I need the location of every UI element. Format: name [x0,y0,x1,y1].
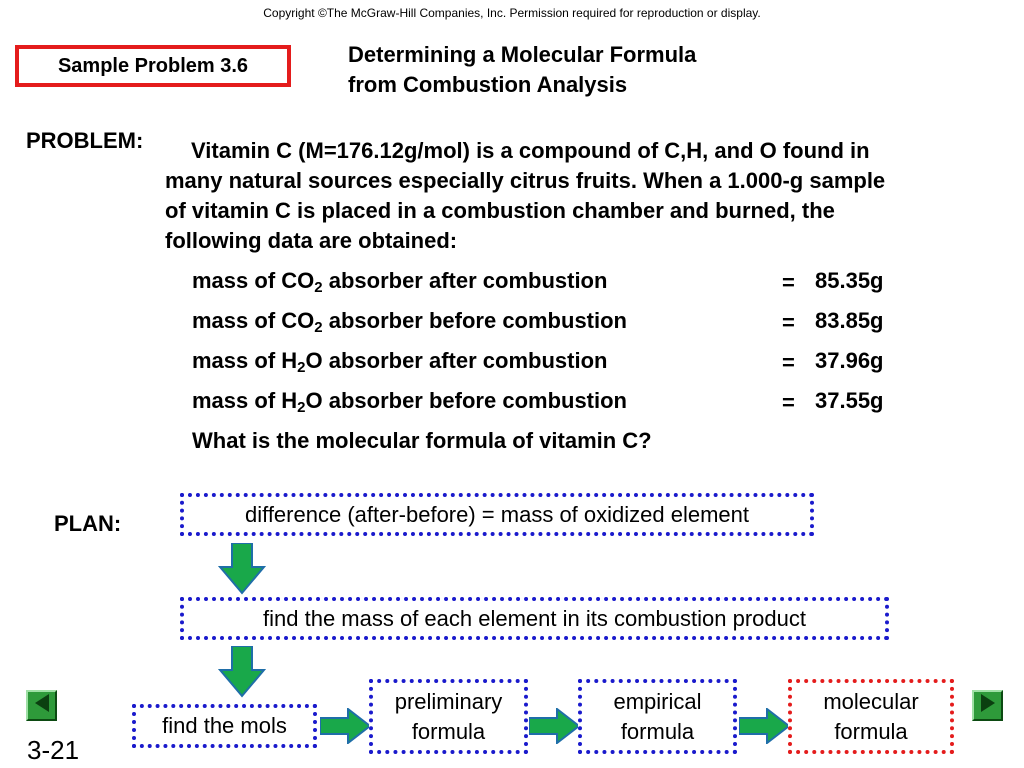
sample-problem-badge: Sample Problem 3.6 [15,45,291,87]
problem-line: Vitamin C (M=176.12g/mol) is a compound of C,H, and O found in [191,138,870,163]
equals-sign: = [782,390,795,415]
equals-sign: = [782,350,795,375]
down-arrow-icon [218,646,266,698]
data-description: mass of $CO_2$ absorber after combustion [192,268,608,296]
problem-statement [165,136,1015,256]
equals-sign: = [782,310,795,335]
plan-step-mass-difference: difference (after-before) = mass of oxidized element [180,493,814,536]
data-row-co2-after [192,268,912,298]
previous-slide-button[interactable] [26,690,57,721]
data-value: 37.55g [815,388,884,413]
slide-number: 3-21 [27,735,80,765]
plan-step-element-mass: find the mass of each element in its combustion product [180,597,889,640]
right-arrow-icon [529,708,581,744]
slide-title-line2: from Combustion Analysis [348,72,628,97]
problem-label: PROBLEM: [26,128,144,153]
plan-step-find-mols: find the mols [132,704,317,748]
plan-step-empirical-formula: empirical formula [578,679,737,754]
next-slide-button[interactable] [972,690,1003,721]
previous-slide-icon [33,693,51,718]
problem-line: of vitamin C is placed in a combustion chamber and burned, the [165,198,835,223]
copyright-notice: Copyright ©The McGraw-Hill Companies, Inc. Permission required for reproduction or display. [263,6,761,20]
slide-title [348,40,696,100]
data-value: 85.35g [815,268,884,293]
plan-step-preliminary-formula: preliminary formula [369,679,528,754]
data-value: 83.85g [815,308,884,333]
data-row-h2o-after [192,348,912,378]
equals-sign: = [782,270,795,295]
data-row-h2o-before [192,388,912,418]
problem-line: following data are obtained: [165,228,458,253]
data-value: 37.96g [815,348,884,373]
right-arrow-icon [320,708,372,744]
data-description: mass of $CO_2$ absorber before combustion [192,308,627,336]
problem-question: What is the molecular formula of vitamin C? [192,428,652,453]
data-description: mass of $H_2O$ absorber before combustion [192,388,627,416]
data-row-co2-before [192,308,912,338]
plan-step-molecular-formula: molecular formula [788,679,954,754]
plan-label: PLAN: [54,511,122,536]
problem-line: many natural sources especially citrus fruits. When a 1.000-g sample [165,168,886,193]
slide-title-line1: Determining a Molecular Formula [348,42,697,67]
down-arrow-icon [218,543,266,595]
data-description: mass of $H_2O$ absorber after combustion [192,348,608,376]
right-arrow-icon [739,708,791,744]
next-slide-icon [979,693,997,718]
